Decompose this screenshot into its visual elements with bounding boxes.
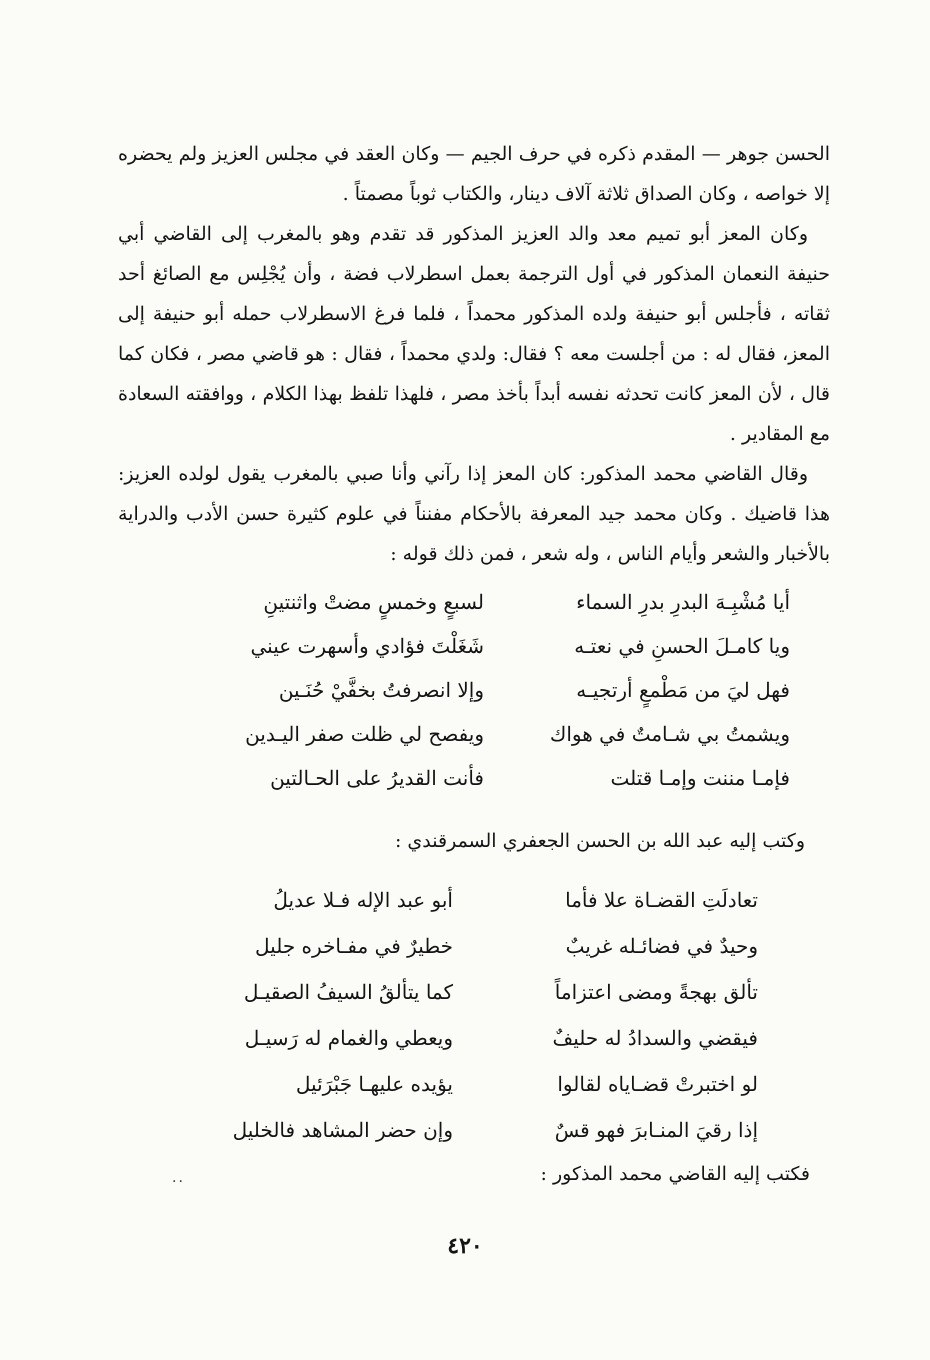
first-hemistich: أيا مُشْبِـهَ البدرِ بدرِ السماء [576,590,790,614]
poem-3-introduction: فكتب إليه القاضي محمد المذكور : [540,1163,810,1185]
first-hemistich: تألق بهجةً ومضى اعتزاماً [554,980,758,1004]
first-hemistich: إذا رقيَ المنـابرَ فهو قسٌ [554,1118,758,1142]
first-hemistich: فيقضي والسدادُ له حليفٌ [552,1026,758,1050]
second-hemistich: شَغَلْتَ فؤادي وأسهرت عيني [250,634,484,658]
second-hemistich: كما يتألقُ السيفُ الصقيـل [243,980,453,1004]
poem-2-verse-2 [180,924,758,968]
poem-2-verse-1 [180,878,758,922]
poem-1-verse-3 [150,668,790,712]
paragraph-3: وقال القاضي محمد المذكور: كان المعز إذا رآني وأنا صبي بالمغرب يقول لولده العزيز: هذا قاضيك . وكان محمد جيد المعرفة بالأحكام مفنناً في علوم كثيرة حسن الأدب والدراية بالأخبار والشعر وأيام الناس ، وله شعر ، فمن ذلك قوله : [118,463,830,565]
second-hemistich: ويفصح لي ظلت صفر اليـدين [245,722,484,746]
poem-2-verse-3 [180,970,758,1014]
page-number: ٤٢٠ [447,1233,483,1259]
first-hemistich: ويا كامـلَ الحسنِ في نعتـه [574,634,790,658]
poem-2-verse-4 [180,1016,758,1060]
second-hemistich: يؤيده عليهـا جَبْرَئيل [295,1072,453,1096]
second-hemistich: خطيرٌ في مفـاخره جليل [255,934,453,958]
second-hemistich: وإلا انصرفتُ بخفَّيْ حُنَـين [278,678,484,702]
poem-2-introduction: وكتب إليه عبد الله بن الحسن الجعفري السمرقندي : [394,830,805,852]
second-hemistich: ويعطي والغمام له رَسيـل [244,1026,453,1050]
poem-2 [180,878,758,1168]
first-hemistich: تعادلَتِ القضـاة علا فأما [565,888,758,912]
poem-1-verse-5 [150,756,790,800]
second-hemistich: أبو عبد الإله فـلا عديلُ [273,888,453,912]
first-hemistich: لو اختبرتْ قضـاياه لقالوا [557,1072,758,1096]
poem-2-verse-5 [180,1062,758,1106]
paragraph-1: الحسن جوهر — المقدم ذكره في حرف الجيم — وكان العقد في مجلس العزيز ولم يحضره إلا خواصه ، وكان الصداق ثلاثة آلاف دينار، والكتاب ثوباً مصمتاً . [118,143,830,205]
first-hemistich: فهل ليَ من مَطْمعٍ أرتجيـه [576,678,790,702]
poem-2-verse-6 [180,1108,758,1152]
paragraph-2: وكان المعز أبو تميم معد والد العزيز المذكور قد تقدم وهو بالمغرب إلى القاضي أبي حنيفة النعمان المذكور في أول الترجمة بعمل اسطرلاب فضة ، وأن يُجْلِس مع الصائغ أحد ثقاته ، فأجلس أبو حنيفة ولده المذكور محمداً ، فلما فرغ الاسطرلاب حمله أبو حنيفة إلى المعز، فقال له : من أجلست معه ؟ فقال: ولدي محمداً ، فقال : هو قاضي مصر ، فكان كما قال ، لأن المعز كانت تحدثه نفسه أبداً بأخذ مصر ، فلهذا تلفظ بهذا الكلام ، ووافقته السعادة مع المقادير . [118,223,830,445]
poem-1 [150,580,790,820]
second-hemistich: وإن حضر المشاهد فالخليل [232,1118,453,1142]
first-hemistich: وحيدٌ في فضائـله غريبٌ [565,934,758,958]
prose-block [118,134,830,574]
first-hemistich: ويشمتُ بي شـامتٌ في هواك [549,722,790,746]
poem-1-verse-4 [150,712,790,756]
second-hemistich: فأنت القديرُ على الحـالتين [270,766,484,790]
poem-1-verse-1 [150,580,790,624]
first-hemistich: فإمـا مننت وإمـا قتلت [610,766,790,790]
second-hemistich: لسبعٍ وخمسٍ مضتْ واثنتينِ [263,590,484,614]
continuation-mark: .. [172,1170,185,1186]
poem-1-verse-2 [150,624,790,668]
